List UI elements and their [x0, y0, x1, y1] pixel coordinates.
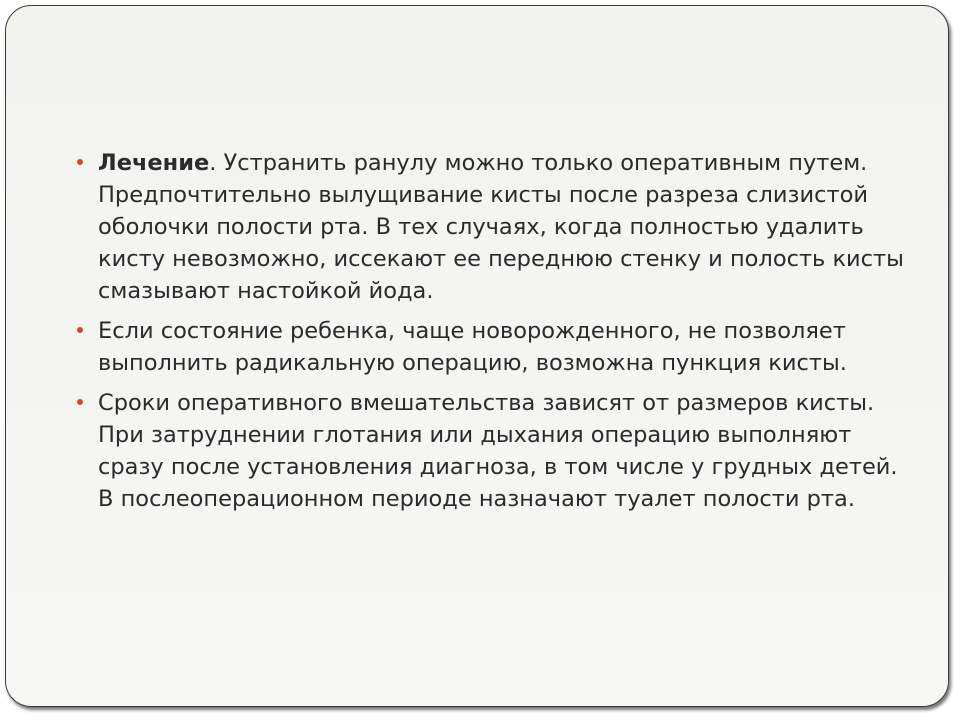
bullet-item-timing: [76, 387, 906, 515]
slide-content: [76, 147, 906, 523]
bullet-dot-icon: [77, 327, 83, 333]
bullet-dot-icon: [77, 399, 83, 405]
bullet-text: Сроки оперативного вмешательства зависят от размеров кисты. При затруднении глотания или дыхания операцию выполняют сразу после установления диагноза, в том числе у грудных детей. В послеоперационном периоде назначают туалет полости рта.: [98, 390, 898, 512]
bullet-dot-icon: [77, 159, 83, 165]
bullet-lead-text: Лечение: [98, 150, 210, 176]
bullet-item-puncture: [76, 315, 906, 379]
bullet-text: Если состояние ребенка, чаще новорожденного, не позволяет выполнить радикальную операцию, возможна пункция кисты.: [98, 318, 847, 376]
slide-frame: [5, 5, 949, 707]
bullet-item-treatment: [76, 147, 906, 307]
bullet-text: . Устранить ранулу можно только оперативным путем. Предпочтительно вылущивание кисты после разреза слизистой оболочки полости рта. В тех случаях, когда полностью удалить кисту невозможно, иссекают ее переднюю стенку и полость кисты смазывают настойкой йода.: [98, 150, 904, 304]
